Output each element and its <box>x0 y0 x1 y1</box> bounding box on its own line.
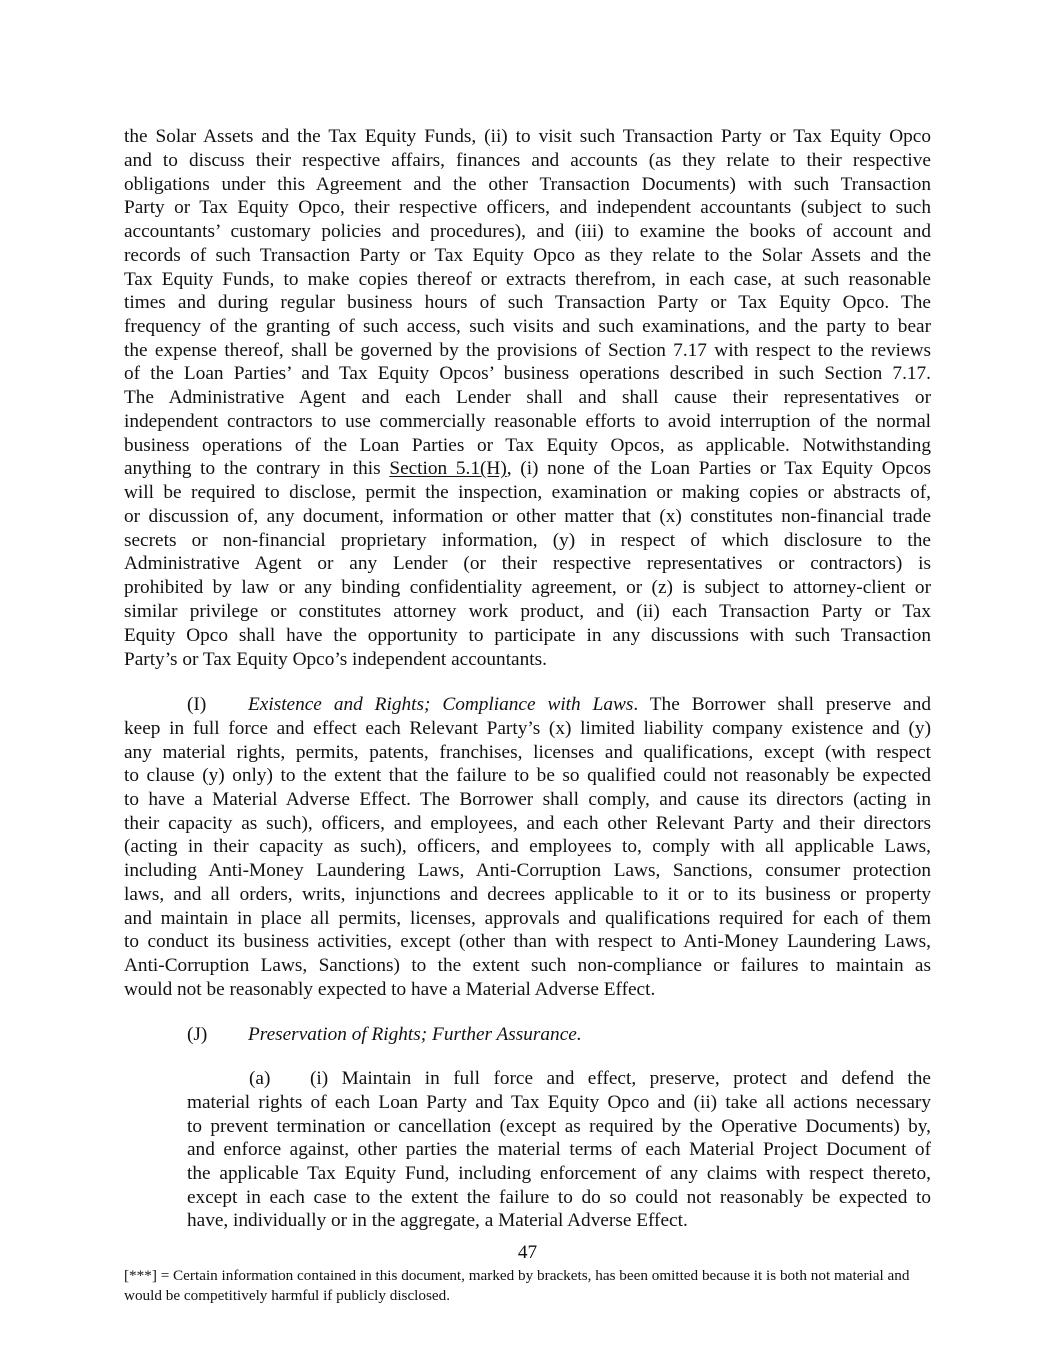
paragraph-line: the expense thereof, shall be governed by the provisions of Section 7.17 with respect to the reviews <box>124 340 931 361</box>
paragraph-line-with-link <box>124 457 931 481</box>
paragraph-line: to have a Material Adverse Effect. The Borrower shall comply, and cause its directors (acting in <box>124 789 931 810</box>
paragraph-line: their capacity as such), officers, and employees, and each other Relevant Party and their directors <box>124 813 931 834</box>
paragraph-line: Party or Tax Equity Opco, their respective officers, and independent accountants (subject to such <box>124 197 931 218</box>
paragraph-line: similar privilege or constitutes attorney work product, and (ii) each Transaction Party or Tax <box>124 601 931 622</box>
paragraph-line: (acting in their capacity as such), officers, and employees to, comply with all applicable Laws, <box>124 836 931 857</box>
paragraph-line: will be required to disclose, permit the inspection, examination or making copies or abstracts of, <box>124 482 931 503</box>
paragraph-line: The Administrative Agent and each Lender shall and shall cause their representatives or <box>124 387 931 408</box>
paragraph-line: independent contractors to use commercially reasonable efforts to avoid interruption of the normal <box>124 411 931 432</box>
paragraph-line: to clause (y) only) to the extent that the failure to be so qualified could not reasonably be expected <box>124 765 931 786</box>
section-J-label: (J) <box>187 1024 208 1045</box>
paragraph-line: material rights of each Loan Party and Tax Equity Opco and (ii) take all actions necessary <box>187 1092 931 1113</box>
paragraph-line: have, individually or in the aggregate, a Material Adverse Effect. <box>187 1210 688 1231</box>
paragraph-line: except in each case to the extent the failure to do so could not reasonably be expected to <box>187 1187 931 1208</box>
paragraph-line: including Anti-Money Laundering Laws, Anti-Corruption Laws, Sanctions, consumer protection <box>124 860 931 881</box>
paragraph-line: times and during regular business hours of such Transaction Party or Tax Equity Opco. The <box>124 292 931 313</box>
paragraph-line: secrets or non-financial proprietary information, (y) in respect of which disclosure to the <box>124 530 931 551</box>
subsection-a-first-line <box>249 1067 931 1091</box>
paragraph-line: and maintain in place all permits, licenses, approvals and qualifications required for each of them <box>124 908 931 929</box>
paragraph-line: would not be reasonably expected to have a Material Adverse Effect. <box>124 979 656 1000</box>
paragraph-line: Party’s or Tax Equity Opco’s independent accountants. <box>124 649 547 670</box>
text-segment: . The Borrower shall preserve and <box>633 694 931 715</box>
text-segment: (i) Maintain in full force and effect, preserve, protect and defend the <box>310 1068 931 1089</box>
paragraph-line: or discussion of, any document, information or other matter that (x) constitutes non-financial trade <box>124 506 931 527</box>
subsection-a-label: (a) <box>249 1068 271 1089</box>
paragraph-line: records of such Transaction Party or Tax Equity Opco as they relate to the Solar Assets and the <box>124 245 931 266</box>
paragraph-line: obligations under this Agreement and the other Transaction Documents) with such Transaction <box>124 174 931 195</box>
section-I-first-line <box>187 693 931 717</box>
paragraph-line: Anti-Corruption Laws, Sanctions) to the extent such non-compliance or failures to maintain as <box>124 955 931 976</box>
paragraph-line: to prevent termination or cancellation (except as required by the Operative Documents) by, <box>187 1116 931 1137</box>
paragraph-line: the applicable Tax Equity Fund, including enforcement of any claims with respect thereto, <box>187 1163 931 1184</box>
paragraph-line: to conduct its business activities, except (other than with respect to Anti-Money Laundering Laws, <box>124 931 931 952</box>
section-J-heading-line <box>187 1023 931 1047</box>
section-I-heading: Existence and Rights; Compliance with Laws <box>248 694 634 715</box>
text-segment: , (i) none of the Loan Parties or Tax Equity Opcos <box>506 458 932 479</box>
paragraph-line: prohibited by law or any binding confidentiality agreement, or (z) is subject to attorney-client or <box>124 577 931 598</box>
paragraph-line: and enforce against, other parties the material terms of each Material Project Document of <box>187 1139 931 1160</box>
paragraph-line: Administrative Agent or any Lender (or their respective representatives or contractors) is <box>124 553 931 574</box>
section-J-heading: Preservation of Rights; Further Assurance. <box>248 1024 582 1045</box>
paragraph-line: business operations of the Loan Parties or Tax Equity Opcos, as applicable. Notwithstanding <box>124 435 931 456</box>
text-segment: anything to the contrary in this <box>124 458 390 479</box>
paragraph-line: of the Loan Parties’ and Tax Equity Opcos’ business operations described in such Section 7.17. <box>124 363 931 384</box>
paragraph-line: accountants’ customary policies and procedures), and (iii) to examine the books of account and <box>124 221 931 242</box>
page-number: 47 <box>517 1242 538 1263</box>
paragraph-line: and to discuss their respective affairs, finances and accounts (as they relate to their respective <box>124 150 931 171</box>
paragraph-line: keep in full force and effect each Relevant Party’s (x) limited liability company existence and (y) <box>124 718 931 739</box>
paragraph-line: Equity Opco shall have the opportunity to participate in any discussions with such Transaction <box>124 625 931 646</box>
paragraph-line: laws, and all orders, writs, injunctions and decrees applicable to it or to its business or property <box>124 884 931 905</box>
paragraph-line: the Solar Assets and the Tax Equity Funds, (ii) to visit such Transaction Party or Tax Equity Opco <box>124 126 931 147</box>
confidentiality-footnote: [***] = Certain information contained in this document, marked by brackets, has been omitted because it is both not material and would be competitively harmful if publicly disclosed. <box>124 1267 910 1304</box>
section-reference-link[interactable]: Section 5.1(H) <box>389 458 507 479</box>
paragraph-line: Tax Equity Funds, to make copies thereof or extracts therefrom, in each case, at such reasonable <box>124 269 931 290</box>
section-I-label: (I) <box>187 694 207 715</box>
paragraph-line: frequency of the granting of such access, such visits and such examinations, and the party to bear <box>124 316 931 337</box>
paragraph-line: any material rights, permits, patents, franchises, licenses and qualifications, except (with respect <box>124 742 931 763</box>
